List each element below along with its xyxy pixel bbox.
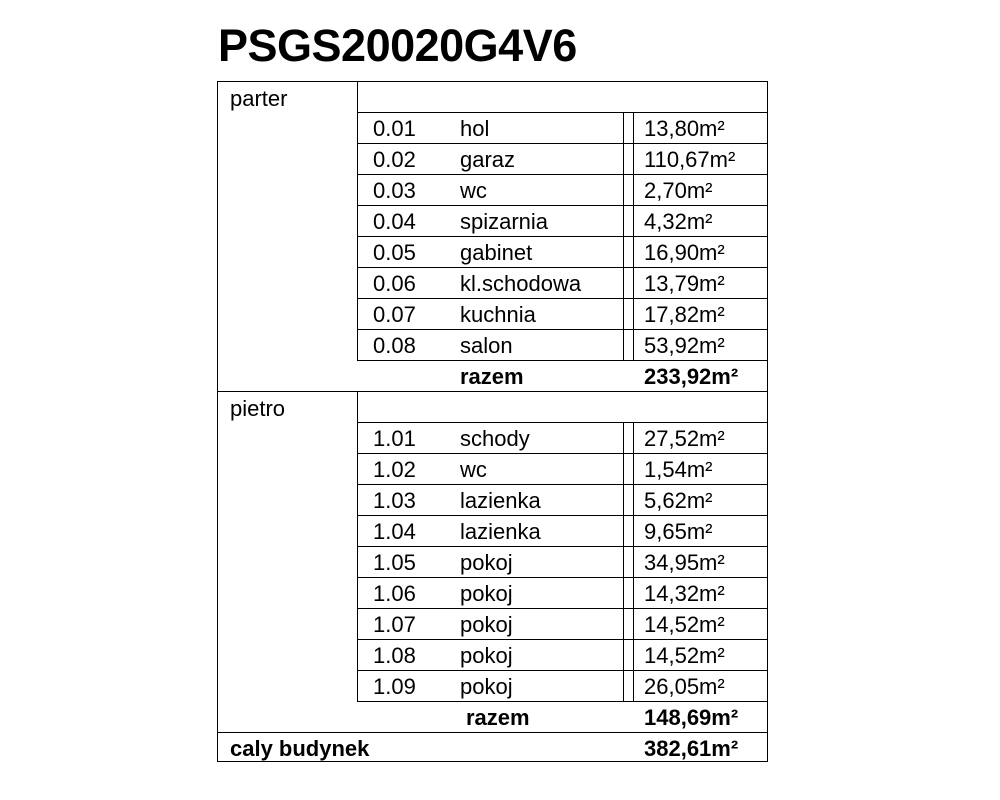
table-row (217, 205, 218, 206)
table-row (217, 174, 218, 175)
table-row (217, 267, 218, 268)
room-name: salon (460, 333, 513, 358)
room-name: kl.schodowa (460, 271, 582, 296)
room-area: 1,54m² (644, 457, 713, 482)
room-number: 0.08 (373, 333, 416, 358)
table-row (217, 484, 218, 485)
room-number: 0.06 (373, 271, 416, 296)
room-area: 110,67m² (644, 147, 736, 172)
table-row (217, 112, 218, 113)
table-row (217, 298, 218, 299)
room-name: pokoj (460, 581, 513, 606)
room-number: 1.09 (373, 674, 416, 699)
room-name: wc (460, 178, 487, 203)
table-row (217, 236, 218, 237)
column-divider (623, 422, 624, 701)
room-name: pokoj (460, 674, 513, 699)
area-table (217, 81, 768, 762)
room-area: 5,62m² (644, 488, 713, 513)
table-row (217, 515, 218, 516)
room-name: garaz (460, 147, 516, 172)
room-name: pokoj (460, 612, 513, 637)
room-name: schody (460, 426, 530, 451)
room-number: 1.08 (373, 643, 416, 668)
room-number: 0.05 (373, 240, 416, 265)
section-total-area: 233,92m² (644, 364, 739, 389)
room-area: 4,32m² (644, 209, 713, 234)
room-name: hol (460, 116, 490, 141)
room-number: 0.01 (373, 116, 416, 141)
room-area: 34,95m² (644, 550, 725, 575)
room-number: 0.03 (373, 178, 416, 203)
room-area: 13,79m² (644, 271, 725, 296)
room-name: lazienka (460, 519, 541, 544)
section-divider (217, 391, 767, 392)
room-area: 27,52m² (644, 426, 725, 451)
room-name: spizarnia (460, 209, 549, 234)
section-label: parter (230, 86, 288, 111)
document-title: PSGS20020G4V6 (218, 20, 577, 71)
room-area: 17,82m² (644, 302, 725, 327)
room-number: 0.07 (373, 302, 416, 327)
room-name: kuchnia (460, 302, 536, 327)
room-number: 1.04 (373, 519, 416, 544)
room-area: 9,65m² (644, 519, 713, 544)
section-label: pietro (230, 396, 286, 421)
room-number: 1.03 (373, 488, 416, 513)
room-area: 16,90m² (644, 240, 725, 265)
room-number: 1.05 (373, 550, 416, 575)
table-row (217, 546, 218, 547)
section-total-label: razem (466, 705, 530, 730)
table-row (217, 670, 218, 671)
room-number: 1.02 (373, 457, 416, 482)
section-total-area: 148,69m² (644, 705, 739, 730)
table-row (217, 577, 218, 578)
column-divider (623, 112, 624, 360)
room-number: 1.01 (373, 426, 416, 451)
section-total-label: razem (460, 364, 524, 389)
room-area: 13,80m² (644, 116, 725, 141)
column-divider (357, 81, 358, 360)
grand-total-label: caly budynek (230, 736, 370, 761)
table-row (217, 422, 218, 423)
column-divider (633, 112, 634, 360)
table-row (217, 639, 218, 640)
room-area: 53,92m² (644, 333, 725, 358)
room-area: 14,52m² (644, 643, 725, 668)
table-row (217, 608, 218, 609)
room-name: gabinet (460, 240, 533, 265)
table-row (217, 143, 218, 144)
room-area: 2,70m² (644, 178, 713, 203)
grand-total-area: 382,61m² (644, 736, 739, 761)
room-number: 1.06 (373, 581, 416, 606)
room-area: 26,05m² (644, 674, 725, 699)
room-area: 14,52m² (644, 612, 725, 637)
room-name: lazienka (460, 488, 541, 513)
table-row (217, 329, 218, 330)
room-name: pokoj (460, 550, 513, 575)
column-divider (357, 391, 358, 701)
room-number: 1.07 (373, 612, 416, 637)
room-number: 0.04 (373, 209, 416, 234)
table-row (217, 453, 218, 454)
room-number: 0.02 (373, 147, 416, 172)
column-divider (633, 422, 634, 701)
room-name: wc (460, 457, 487, 482)
room-area: 14,32m² (644, 581, 725, 606)
room-name: pokoj (460, 643, 513, 668)
